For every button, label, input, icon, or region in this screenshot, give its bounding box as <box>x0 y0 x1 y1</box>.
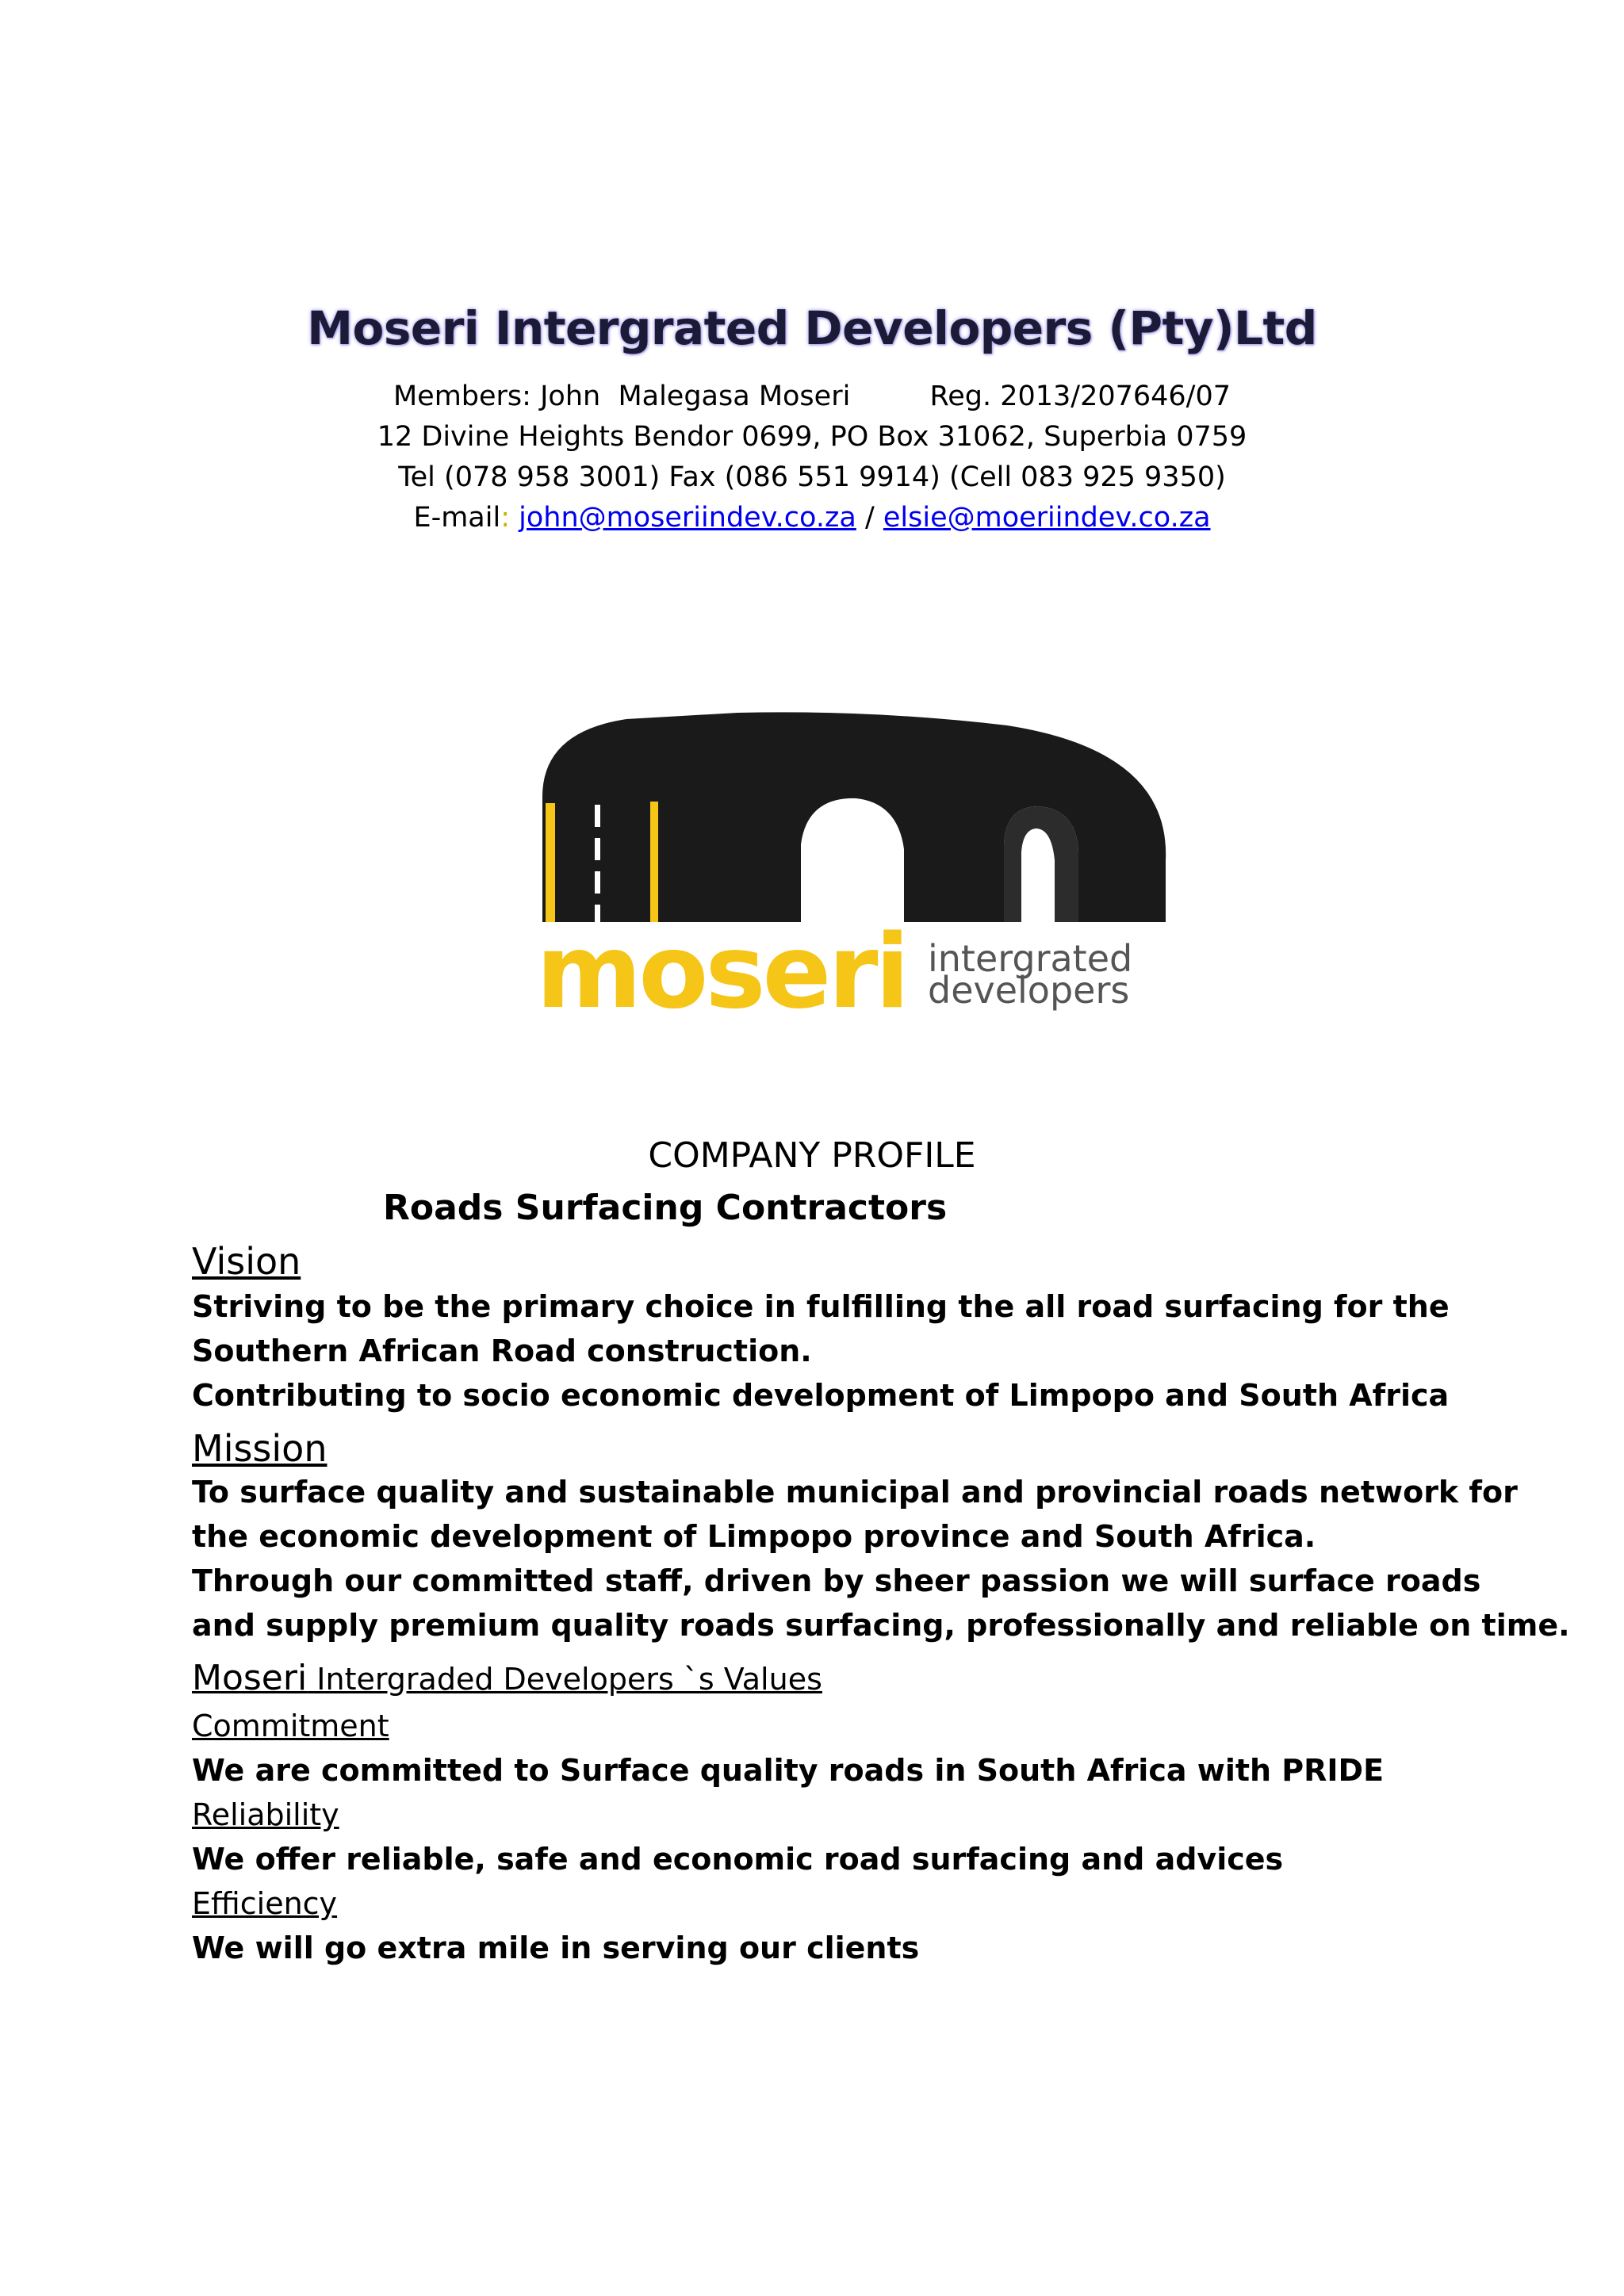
email-link-john[interactable]: john@moseriindev.co.za <box>519 502 856 534</box>
email-link-elsie[interactable]: elsie@moeriindev.co.za <box>883 502 1211 534</box>
logo-tagline-1: intergrated <box>928 937 1133 980</box>
moseri-logo <box>531 710 1182 1027</box>
values-heading-rest: Intergraded Developers `s Values <box>307 1662 822 1697</box>
value-text-efficiency: We will go extra mile in serving our clients <box>192 1931 920 1965</box>
vision-heading: Vision <box>192 1240 301 1283</box>
value-text-commitment: We are committed to Surface quality roads in South Africa with PRIDE <box>192 1753 1385 1788</box>
value-heading-reliability: Reliability <box>192 1797 339 1832</box>
logo-yellow-line-left <box>546 803 555 922</box>
registration-text: Reg. 2013/207646/07 <box>929 381 1231 412</box>
mission-section <box>192 1427 1570 1647</box>
values-section <box>192 1654 1540 1970</box>
mission-line-4: and supply premium quality roads surfacing, professionally and reliable on time. <box>192 1608 1570 1643</box>
mission-line-3: Through our committed staff, driven by sheer passion we will surface roads <box>192 1563 1481 1598</box>
vision-line-3: Contributing to socio economic development of Limpopo and South Africa <box>192 1378 1450 1413</box>
members-line <box>0 377 1624 417</box>
logo-tagline-2: developers <box>928 969 1130 1012</box>
email-line <box>0 498 1624 538</box>
contact-block <box>0 377 1624 538</box>
phone-line: Tel (078 958 3001) Fax (086 551 9914) (Cell 083 925 9350) <box>398 461 1226 493</box>
profile-title: COMPANY PROFILE <box>648 1135 976 1176</box>
vision-line-1: Striving to be the primary choice in fulfilling the all road surfacing for the <box>192 1289 1450 1324</box>
vision-section <box>192 1240 1540 1418</box>
mission-heading: Mission <box>192 1427 327 1470</box>
logo-yellow-line-right <box>650 802 658 922</box>
value-heading-commitment: Commitment <box>192 1709 389 1743</box>
values-heading <box>192 1654 1540 1704</box>
address-line: 12 Divine Heights Bendor 0699, PO Box 31062, Superbia 0759 <box>377 421 1247 453</box>
value-text-reliability: We offer reliable, safe and economic road surfacing and advices <box>192 1842 1284 1877</box>
values-heading-company: Moseri <box>192 1658 308 1698</box>
value-heading-efficiency: Efficiency <box>192 1886 338 1921</box>
members-text: Members: John Malegasa Moseri <box>393 381 851 412</box>
vision-line-2: Southern African Road construction. <box>192 1334 812 1368</box>
logo-wordmark: moseri <box>536 913 907 1027</box>
mission-line-2: the economic development of Limpopo province and South Africa. <box>192 1519 1316 1554</box>
email-label: E-mail <box>413 502 501 534</box>
mission-line-1: To surface quality and sustainable municipal and provincial roads network for <box>192 1475 1518 1510</box>
email-colon: : <box>500 502 510 534</box>
email-separator: / <box>856 502 883 534</box>
profile-subtitle: Roads Surfacing Contractors <box>383 1188 948 1228</box>
company-name: Moseri Intergrated Developers (Pty)Ltd <box>307 301 1317 355</box>
